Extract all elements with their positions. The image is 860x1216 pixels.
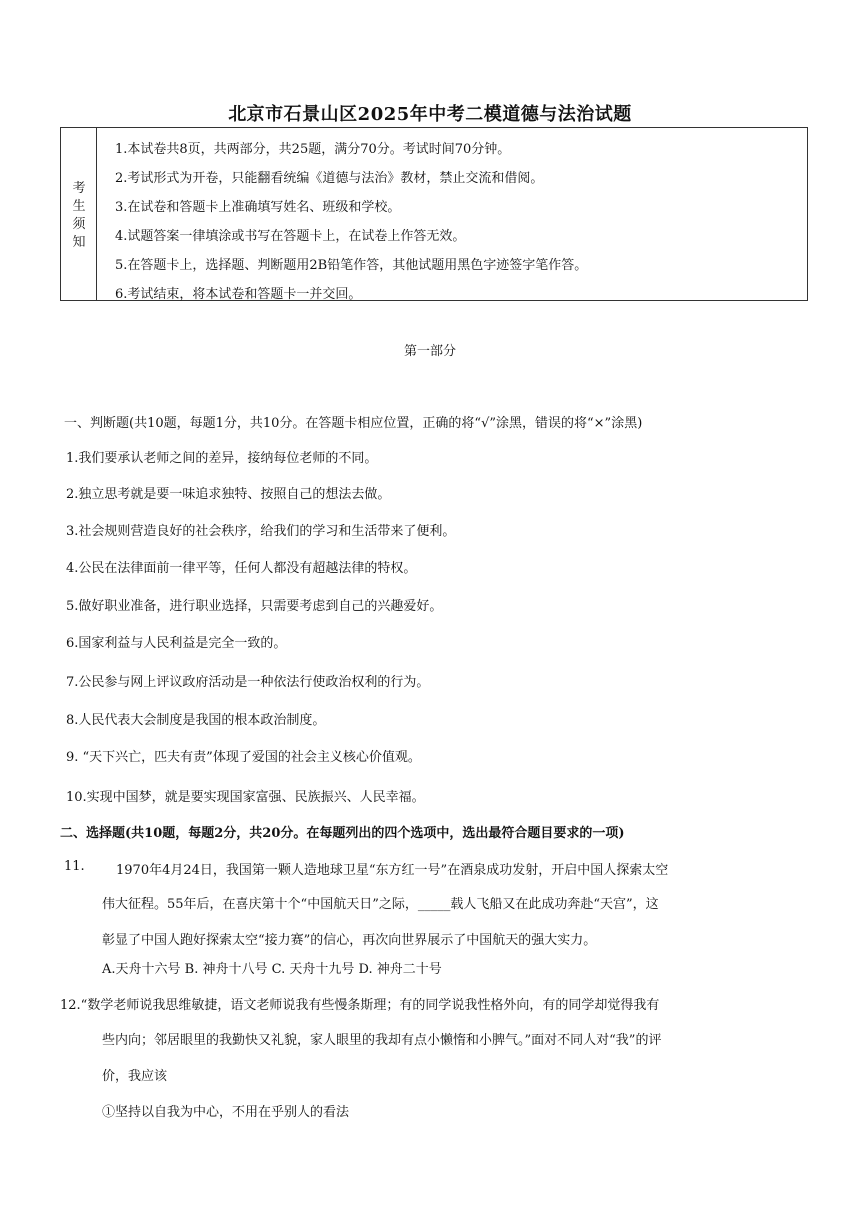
section-heading: 二、选择题(共10题，每题2分，共20分。在每题列出的四个选项中，选出最符合题目要求的一项) — [60, 826, 625, 841]
notice-item: 3.在试卷和答题卡上准确填写姓名、班级和学校。 — [115, 200, 401, 215]
notice-label-cell — [61, 128, 97, 300]
question-item: 5.做好职业准备，进行职业选择，只需要考虑到自己的兴趣爱好。 — [66, 599, 443, 614]
question-line: 些内向；邻居眼里的我勤快又礼貌，家人眼里的我却有点小懒惰和小脾气。”面对不同人对“我”的评 — [102, 1033, 662, 1048]
notice-item: 5.在答题卡上，选择题、判断题用2B铅笔作答，其他试题用黑色字迹签字笔作答。 — [115, 258, 588, 273]
part-title: 第一部分 — [403, 344, 456, 359]
question-line: 1970年4月24日，我国第一颗人造地球卫星“东方红一号”在酒泉成功发射，开启中国人探索太空 — [116, 863, 669, 878]
exam-notice-box — [60, 127, 808, 301]
question-item: 2.独立思考就是要一味追求独特、按照自己的想法去做。 — [66, 487, 391, 502]
answer-options: A.天舟十六号 B. 神舟十八号 C. 天舟十九号 D. 神舟二十号 — [102, 962, 442, 977]
notice-item: 4.试题答案一律填涂或书写在答题卡上，在试卷上作答无效。 — [115, 229, 466, 244]
question-item: 6.国家利益与人民利益是完全一致的。 — [66, 636, 287, 651]
question-item: 4.公民在法律面前一律平等，任何人都没有超越法律的特权。 — [66, 561, 417, 576]
question-line: 伟大征程。55年后，在喜庆第十个“中国航天日”之际，_____载人飞船又在此成功奔赴“天宫”，这 — [102, 897, 659, 912]
question-item: 9. “天下兴亡，匹夫有责”体现了爱国的社会主义核心价值观。 — [66, 750, 421, 765]
notice-item: 1.本试卷共8页，共两部分，共25题，满分70分。考试时间70分钟。 — [115, 142, 511, 157]
notice-item: 6.考试结束，将本试卷和答题卡一并交回。 — [115, 287, 362, 302]
question-line: 12.“数学老师说我思维敏捷，语文老师说我有些慢条斯理；有的同学说我性格外向，有的同学却觉得我有 — [60, 998, 660, 1013]
question-line: 彰显了中国人跑好探索太空“接力赛”的信心，再次向世界展示了中国航天的强大实力。 — [102, 933, 597, 948]
question-item: 10.实现中国梦，就是要实现国家富强、民族振兴、人民幸福。 — [66, 790, 425, 805]
section-heading: 一、判断题(共10题，每题1分，共10分。在答题卡相应位置，正确的将“√”涂黑，错误的将“×”涂黑) — [64, 416, 643, 431]
notice-label: 考生须知 — [72, 181, 86, 250]
notice-item: 2.考试形式为开卷，只能翻看统编《道德与法治》教材，禁止交流和借阅。 — [115, 171, 544, 186]
question-item: 3.社会规则营造良好的社会秩序，给我们的学习和生活带来了便利。 — [66, 524, 456, 539]
question-item: 8.人民代表大会制度是我国的根本政治制度。 — [66, 713, 326, 728]
question-line: 价，我应该 — [102, 1069, 168, 1084]
question-item: 7.公民参与网上评议政府活动是一种依法行使政治权利的行为。 — [66, 675, 430, 690]
question-number: 11. — [64, 859, 85, 874]
question-item: 1.我们要承认老师之间的差异，接纳每位老师的不同。 — [66, 451, 378, 466]
answer-option: ①坚持以自我为中心，不用在乎别人的看法 — [102, 1105, 350, 1120]
exam-title: 北京市石景山区2025年中考二模道德与法治试题 — [228, 104, 632, 125]
